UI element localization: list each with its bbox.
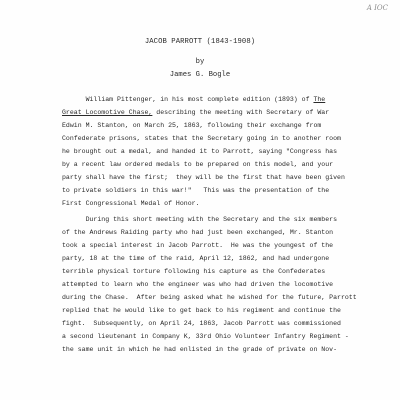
author-name: James G. Bogle (169, 71, 231, 79)
book-title-underlined-continued: Great Locomotive Chase, (62, 109, 153, 116)
text-line (62, 96, 325, 104)
book-title-underlined: The (313, 96, 326, 103)
text-line: by a recent law ordered medals to be prepared on this model, and your (62, 161, 334, 168)
text-line: During this short meeting with the Secretary and the six members (62, 216, 338, 223)
text-line: Edwin M. Stanton, on March 25, 1863, following their exchange from (62, 122, 322, 129)
text-line: First Congressional Medal of Honor. (62, 200, 200, 207)
text-line: during the Chase. After being asked what he wished for the future, Parrott (62, 294, 357, 301)
line-text: William Pittenger, in his most complete edition (1893) of (62, 96, 314, 103)
text-line: party, 18 at the time of the raid, April 12, 1862, and had undergone (62, 255, 330, 262)
text-line: attempted to learn who the engineer was who had driven the locomotive (62, 281, 334, 288)
text-line: terrible physical torture following his capture as the Confederates (62, 268, 326, 275)
byline-by: by (195, 58, 205, 66)
text-line: the same unit in which he had enlisted in the grade of private on Nov- (62, 346, 338, 353)
text-line: fight. Subsequently, on April 24, 1863, Jacob Parrott was commissioned (62, 320, 341, 327)
text-line: Confederate prisons, states that the Secretary going in to another room (62, 135, 341, 142)
text-line: replied that he would like to get back to his regiment and continue the (62, 307, 341, 314)
text-line: to private soldiers in this war!" This was the presentation of the (62, 187, 330, 194)
text-line: a second lieutenant in Company K, 33rd Ohio Volunteer Infantry Regiment - (62, 333, 349, 340)
archive-mark: A IOC (366, 4, 388, 12)
text-line: party shall have the first; they will be the first that have been given (62, 174, 345, 181)
text-line: he brought out a medal, and handed it to Parrott, saying "Congress has (62, 148, 338, 155)
line-text: describing the meeting with Secretary of War (152, 109, 330, 116)
text-line (62, 109, 329, 117)
text-line: took a special interest in Jacob Parrott. He was the youngest of the (62, 242, 334, 249)
document-title: JACOB PARROTT (1843-1908) (144, 38, 256, 46)
text-line: of the Andrews Raiding party who had just been exchanged, Mr. Stanton (62, 229, 334, 236)
